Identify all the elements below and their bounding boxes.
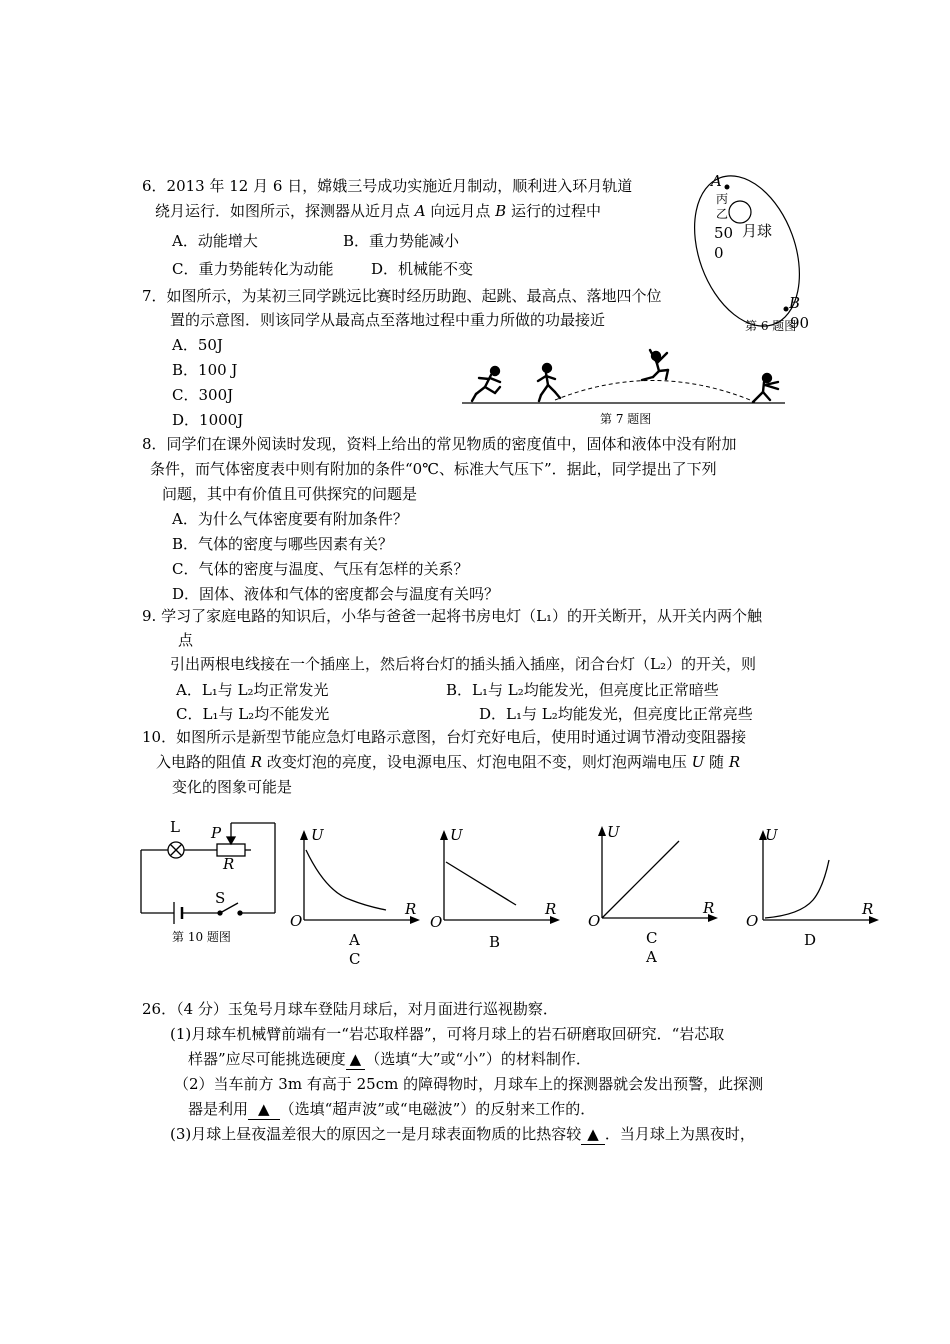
graph-a-o-label: O xyxy=(290,912,303,930)
graph-a-extra-label: C xyxy=(349,950,361,968)
point-a-dot xyxy=(725,185,730,190)
q8-stem-line2: 条件，而气体密度表中则有附加的条件“0℃、标准大气压下”．据此，同学提出了下列 xyxy=(150,460,717,478)
circuit-label-s: S xyxy=(215,889,226,907)
q10-caption: 第 10 题图 xyxy=(172,930,231,944)
graph-c-u-label: U xyxy=(607,823,620,841)
curve-d xyxy=(765,860,829,918)
q6-stray-3: 50 xyxy=(714,224,734,242)
q9-stem-line3: 引出两根电线接在一个插座上，然后将台灯的插头插入插座，闭合台灯（L₂）的开关，则 xyxy=(170,655,756,673)
q8-option-d: D．固体、液体和气体的密度都会与温度有关吗？ xyxy=(172,585,500,603)
q7-caption: 第 7 题图 xyxy=(600,412,652,426)
circuit-label-p: P xyxy=(211,824,222,842)
answer-blank-1: ▲ xyxy=(346,1049,366,1070)
q10-stem-line2: 入电路的阻值 R 改变灯泡的亮度，设电源电压、灯泡电阻不变，则灯泡两端电压 U 随 R xyxy=(156,753,741,771)
q10-stem-line3: 变化的图象可能是 xyxy=(172,778,293,796)
q8-stem-line3: 问题，其中有价值且可供探究的问题是 xyxy=(162,485,418,503)
q6-stray-1: 丙 xyxy=(716,192,729,206)
q7-longjump-figure xyxy=(460,340,790,410)
graph-d-r-label: R xyxy=(862,900,874,918)
graph-d-u-label: U xyxy=(765,826,778,844)
q6-stem-line1: 6．2013 年 12 月 6 日，嫦娥三号成功实施近月制动，顺利进入环月轨道 xyxy=(142,177,633,195)
q8-option-a: A．为什么气体密度要有附加条件？ xyxy=(172,510,408,528)
q9-option-d: D．L₁与 L₂均能发光，但亮度比正常亮些 xyxy=(479,705,753,723)
q9-stem-line2: 点 xyxy=(178,631,194,649)
graph-b-o-label: O xyxy=(430,913,443,931)
graph-b-r-label: R xyxy=(545,900,557,918)
q26-part1-line2: 样器”应尽可能挑选硬度 ▲ （选填“大”或“小”）的材料制作． xyxy=(188,1050,591,1068)
q7-stem-line2: 置的示意图．则该同学从最高点至落地过程中重力所做的功最接近 xyxy=(170,311,606,329)
line-c xyxy=(602,841,679,918)
graph-b-u-label: U xyxy=(450,826,463,844)
q26-part1-line1: (1)月球车机械臂前端有一“岩芯取样器”，可将月球上的岩石研磨取回研究．“岩芯取 xyxy=(170,1025,725,1043)
q6-label-b: B xyxy=(789,294,801,312)
q10-stem-line1: 10．如图所示是新型节能应急灯电路示意图，台灯充好电后，使用时通过调节滑动变阻器接 xyxy=(142,728,747,746)
graph-c-label: C xyxy=(646,929,658,947)
q26-part2-line1: （2）当车前方 3m 有高于 25cm 的障碍物时，月球车上的探测器就会发出预警，此探测 xyxy=(174,1075,764,1093)
q6-option-c: C．重力势能转化为动能 xyxy=(172,260,334,278)
line-b xyxy=(446,862,516,905)
q7-option-d: D．1000J xyxy=(172,411,244,429)
q26-part3-line1: (3)月球上昼夜温差很大的原因之一是月球表面物质的比热容较 ▲ ．当月球上为黑夜时， xyxy=(170,1125,755,1143)
takeoff-figure xyxy=(538,364,560,401)
graph-c-o-label: O xyxy=(588,912,601,930)
curve-a xyxy=(306,850,386,910)
q7-option-a: A．50J xyxy=(172,336,223,354)
q8-stem-line1: 8．同学们在课外阅读时发现，资料上给出的常见物质的密度值中，固体和液体中没有附加 xyxy=(142,435,737,453)
q7-stem-line1: 7．如图所示，为某初三同学跳远比赛时经历助跑、起跳、最高点、落地四个位 xyxy=(142,287,662,305)
landing-figure xyxy=(753,374,778,402)
graph-d-label: D xyxy=(804,931,817,949)
graph-b-label: B xyxy=(489,933,501,951)
graph-a-u-label: U xyxy=(311,826,324,844)
q9-option-b: B．L₁与 L₂均能发光，但亮度比正常暗些 xyxy=(446,681,719,699)
q6-caption: 第 6 题图 xyxy=(745,319,797,333)
q8-option-b: B．气体的密度与哪些因素有关？ xyxy=(172,535,394,553)
apex-figure xyxy=(642,350,668,380)
q6-moon-label: 月球 xyxy=(742,222,773,240)
q6-option-a: A．动能增大 xyxy=(172,232,258,250)
q9-stem-line1: 9. 学习了家庭电路的知识后，小华与爸爸一起将书房电灯（L₁）的开关断开，从开关内两个触 xyxy=(142,607,763,625)
q7-option-c: C．300J xyxy=(172,386,234,404)
graph-c-r-label: R xyxy=(703,899,715,917)
q6-option-d: D．机械能不变 xyxy=(371,260,474,278)
q6-stem-line2: 绕月运行．如图所示，探测器从近月点 A 向远月点 B 运行的过程中 xyxy=(155,202,601,220)
q8-option-c: C．气体的密度与温度、气压有怎样的关系？ xyxy=(172,560,469,578)
q6-stray-5: 90 xyxy=(790,314,810,332)
graph-a-r-label: R xyxy=(405,900,417,918)
graph-a-label: A xyxy=(349,931,360,949)
q7-option-b: B．100 J xyxy=(172,361,238,379)
runner-figure xyxy=(472,367,500,401)
q6-label-a: A xyxy=(711,172,722,190)
q26-part2-line2: 器是利用 ▲ （选填“超声波”或“电磁波”）的反射来工作的． xyxy=(188,1100,596,1118)
q9-option-c: C．L₁与 L₂均不能发光 xyxy=(176,705,330,723)
graph-c-extra-label: A xyxy=(646,948,657,966)
answer-blank-2: ▲ xyxy=(248,1099,280,1120)
q6-stray-4: 0 xyxy=(714,244,724,262)
graph-d-o-label: O xyxy=(746,912,759,930)
point-b-dot xyxy=(784,307,789,312)
answer-blank-3: ▲ xyxy=(581,1124,605,1145)
q26-stem: 26．（4 分）玉兔号月球车登陆月球后，对月面进行巡视勘察． xyxy=(142,1000,558,1018)
q6-option-b: B．重力势能减小 xyxy=(343,232,460,250)
q9-option-a: A．L₁与 L₂均正常发光 xyxy=(176,681,329,699)
q6-stray-2: 乙 xyxy=(716,207,729,221)
jump-trajectory xyxy=(555,380,755,402)
circuit-label-l: L xyxy=(170,818,180,836)
circuit-label-r: R xyxy=(223,855,235,873)
